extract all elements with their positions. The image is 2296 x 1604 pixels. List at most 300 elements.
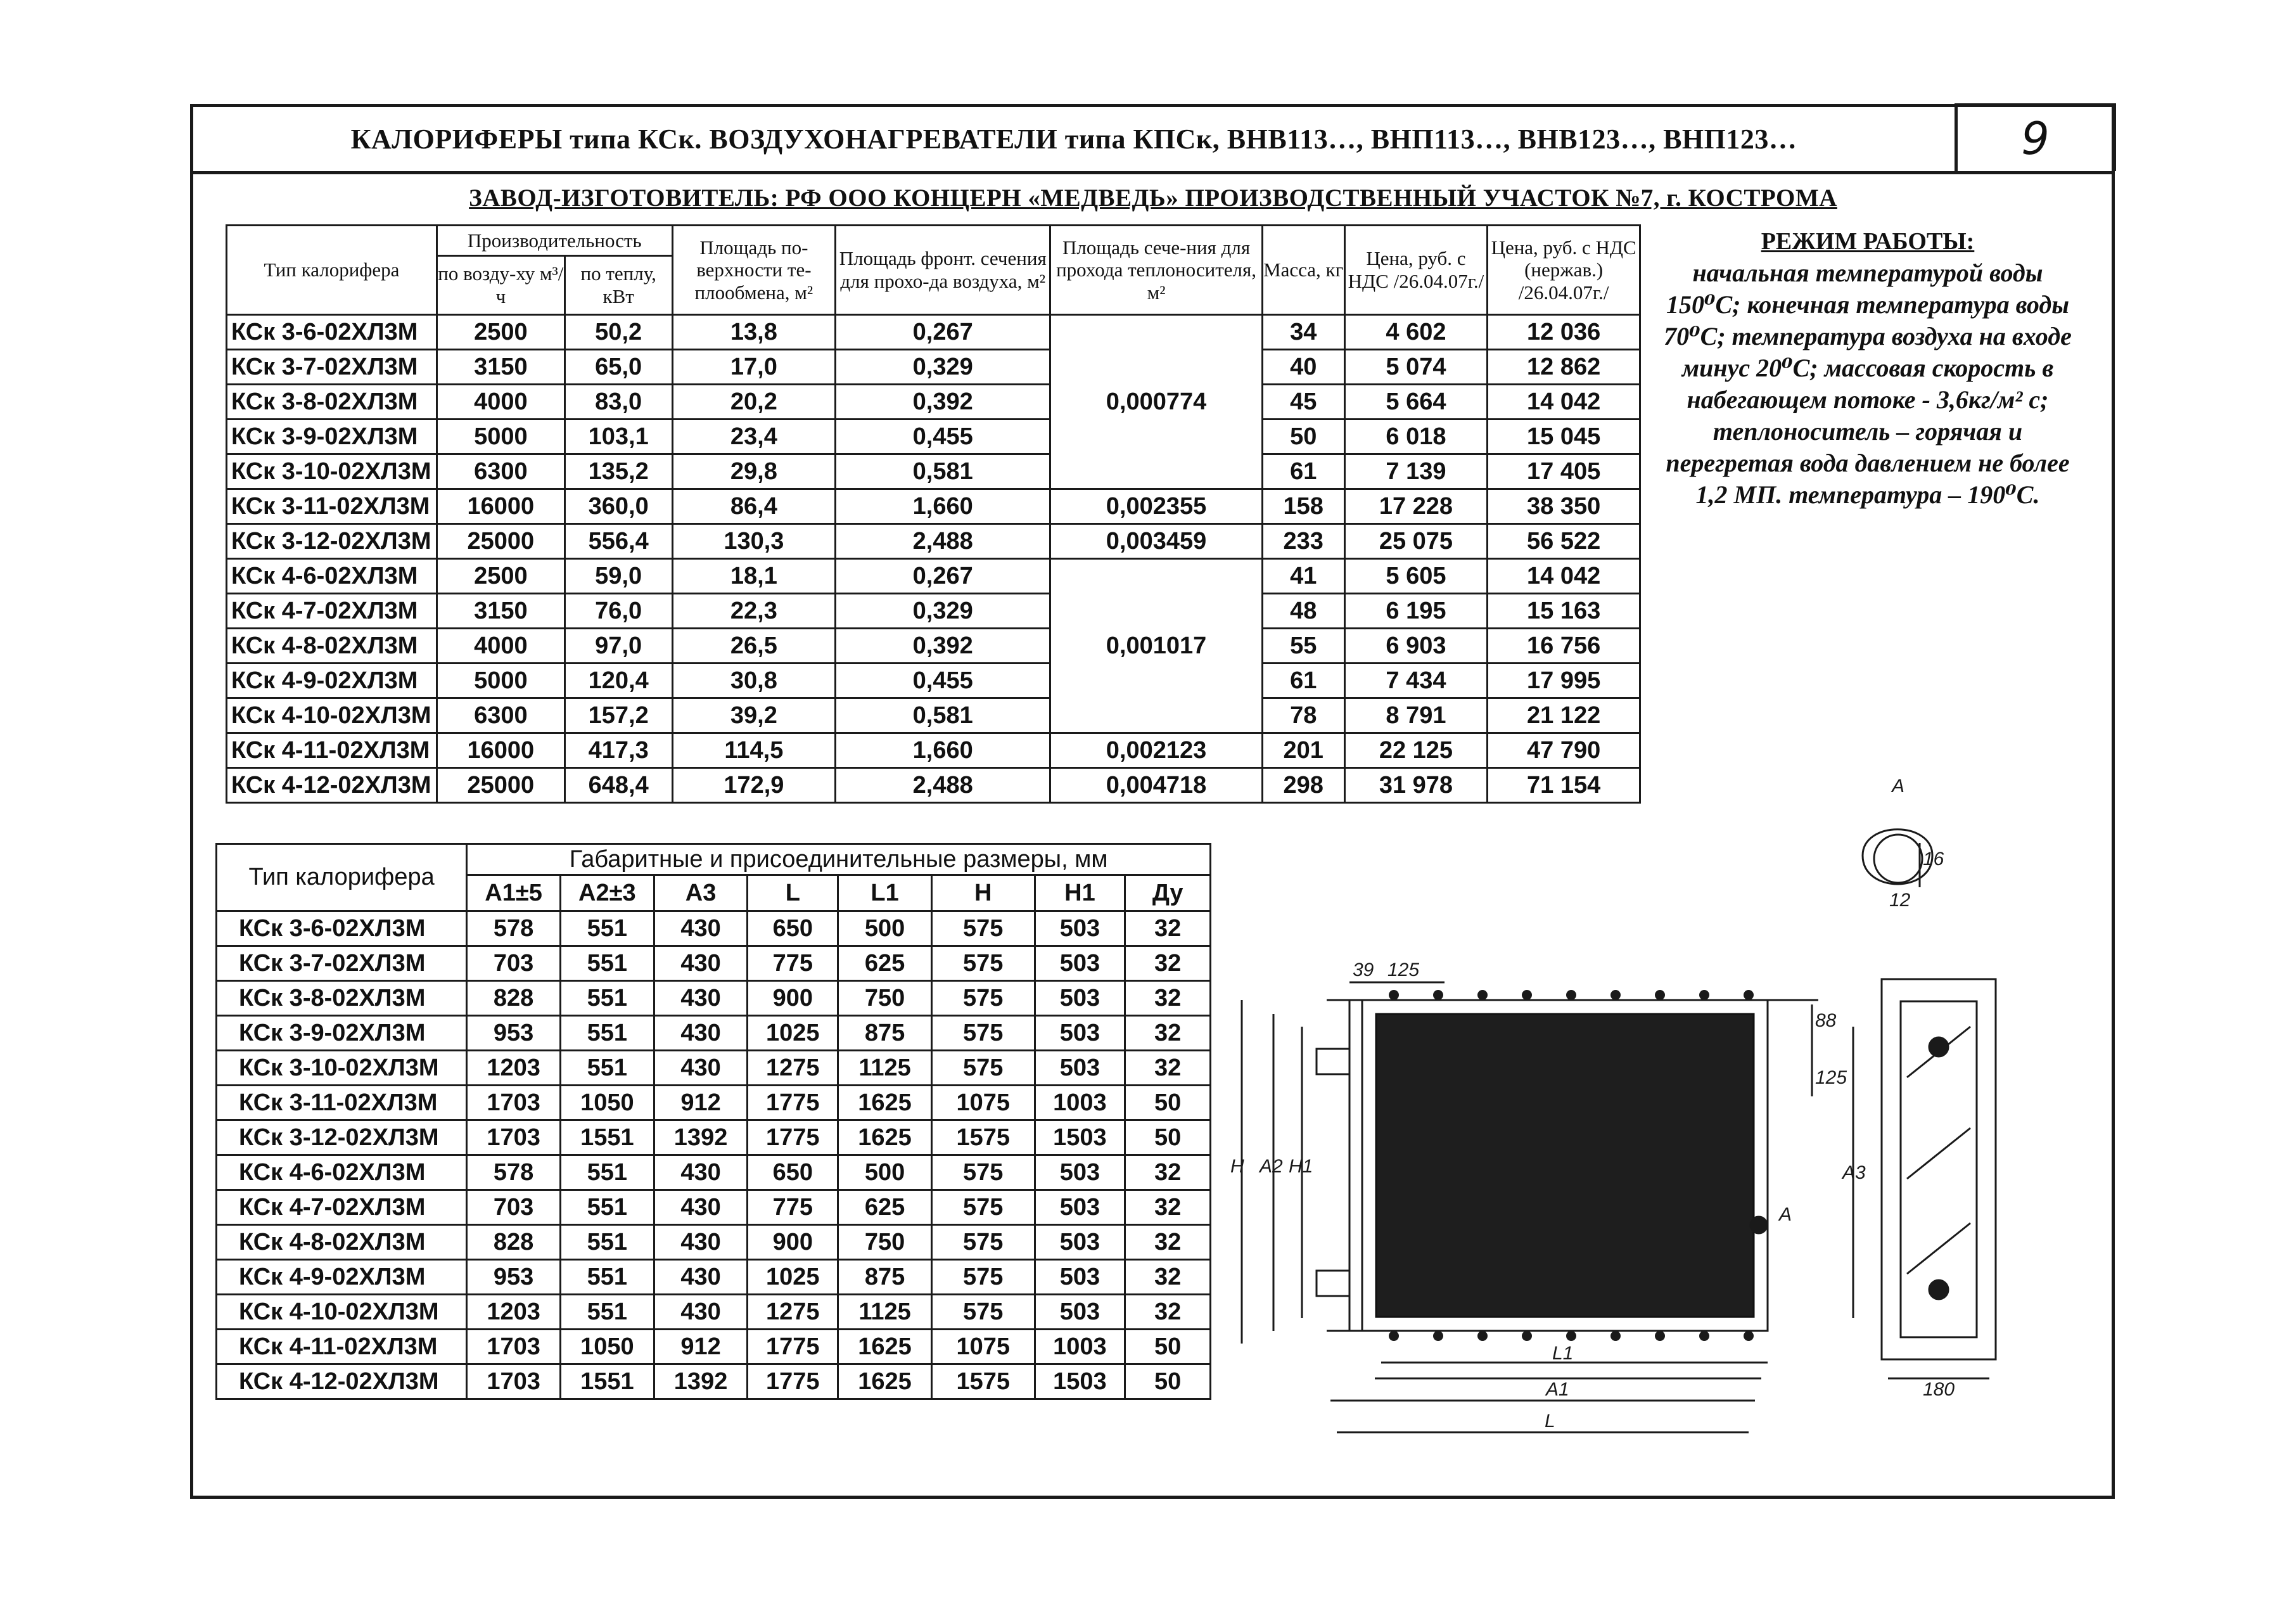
dims-cell-value: 1003 — [1035, 1086, 1125, 1120]
cell-front: 1,660 — [836, 733, 1050, 768]
col-productivity-header: Производительность — [437, 226, 672, 256]
cell-type: КСк 4-10-02ХЛ3М — [227, 698, 437, 733]
col-price-steel-header: Цена, руб. с НДС (нержав.) /26.04.07г./ — [1488, 226, 1640, 315]
cell-front: 0,581 — [836, 454, 1050, 489]
outlet-pipe — [1317, 1271, 1349, 1296]
cell-heat: 83,0 — [564, 385, 672, 420]
dims-cell-value: 1125 — [838, 1051, 932, 1086]
dim-125-top: 125 — [1387, 959, 1420, 980]
dim-a2: A2 — [1260, 1156, 1283, 1177]
dims-cell-value: 32 — [1125, 981, 1211, 1016]
dims-col-header: L1 — [838, 875, 932, 911]
dims-cell-value: 551 — [560, 1190, 654, 1225]
cell-price-steel: 17 995 — [1488, 664, 1640, 698]
dims-cell-value: 650 — [748, 1155, 838, 1190]
dims-cell-value: 1503 — [1035, 1120, 1125, 1155]
dims-table-row — [217, 1330, 1211, 1364]
dims-cell-value: 1392 — [654, 1120, 748, 1155]
cell-price-steel: 71 154 — [1488, 768, 1640, 803]
col-surface-header: Площадь по-верхности те-плообмена, м² — [672, 226, 836, 315]
cell-price: 31 978 — [1344, 768, 1488, 803]
cell-air: 6300 — [437, 698, 564, 733]
dim-12: 12 — [1889, 890, 1911, 911]
cell-surface: 172,9 — [672, 768, 836, 803]
cell-price-steel: 14 042 — [1488, 559, 1640, 594]
cell-price: 8 791 — [1344, 698, 1488, 733]
dims-table-row — [217, 1190, 1211, 1225]
cell-air: 16000 — [437, 489, 564, 524]
cell-air: 3150 — [437, 594, 564, 629]
dims-cell-value: 1625 — [838, 1364, 932, 1399]
dims-cell-value: 32 — [1125, 1016, 1211, 1051]
dims-table-row — [217, 1086, 1211, 1120]
dims-table-row — [217, 1016, 1211, 1051]
cell-price: 5 605 — [1344, 559, 1488, 594]
dims-table-row — [217, 1120, 1211, 1155]
dims-cell-type: КСк 4-8-02ХЛ3М — [217, 1225, 467, 1260]
dims-cell-value: 551 — [560, 1295, 654, 1330]
cell-front: 0,581 — [836, 698, 1050, 733]
dimensions-table — [215, 843, 1211, 1400]
dims-cell-value: 953 — [467, 1016, 561, 1051]
label-a-side: А — [1779, 1204, 1792, 1225]
dims-cell-value: 1275 — [748, 1295, 838, 1330]
dims-cell-value: 32 — [1125, 911, 1211, 946]
cell-price-steel: 47 790 — [1488, 733, 1640, 768]
dims-cell-value: 953 — [467, 1260, 561, 1295]
cell-price: 6 903 — [1344, 629, 1488, 664]
cell-heat: 50,2 — [564, 315, 672, 350]
dims-cell-type: КСк 3-12-02ХЛ3М — [217, 1120, 467, 1155]
dims-cell-value: 578 — [467, 911, 561, 946]
col-heat-header: по теплу, кВт — [564, 256, 672, 315]
dims-cell-value: 1703 — [467, 1086, 561, 1120]
dim-180: 180 — [1923, 1379, 1955, 1400]
cell-air: 2500 — [437, 559, 564, 594]
dims-col-header: L — [748, 875, 838, 911]
cell-type: КСк 3-9-02ХЛ3М — [227, 420, 437, 454]
dims-cell-type: КСк 4-11-02ХЛ3М — [217, 1330, 467, 1364]
cell-air: 3150 — [437, 350, 564, 385]
dims-cell-value: 551 — [560, 1016, 654, 1051]
cell-mass: 78 — [1262, 698, 1344, 733]
cell-price-steel: 16 756 — [1488, 629, 1640, 664]
cell-mass: 158 — [1262, 489, 1344, 524]
dims-cell-value: 503 — [1035, 946, 1125, 981]
cell-price-steel: 15 045 — [1488, 420, 1640, 454]
dims-cell-value: 1125 — [838, 1295, 932, 1330]
detail-a-circle — [1874, 835, 1922, 883]
cell-air: 6300 — [437, 454, 564, 489]
dims-col-header: А2±3 — [560, 875, 654, 911]
dims-cell-value: 551 — [560, 1051, 654, 1086]
dims-cell-value: 625 — [838, 946, 932, 981]
cell-mass: 298 — [1262, 768, 1344, 803]
heater-fin-core — [1376, 1014, 1754, 1317]
cell-front: 0,392 — [836, 629, 1050, 664]
dims-col-header: H1 — [1035, 875, 1125, 911]
price-table-row — [227, 629, 1640, 664]
cell-price: 7 434 — [1344, 664, 1488, 698]
dims-cell-value: 551 — [560, 981, 654, 1016]
dims-cell-value: 503 — [1035, 1155, 1125, 1190]
cell-price: 5 074 — [1344, 350, 1488, 385]
cell-front: 1,660 — [836, 489, 1050, 524]
cell-type: КСк 3-6-02ХЛ3М — [227, 315, 437, 350]
dim-16: 16 — [1923, 849, 1944, 869]
price-table-row — [227, 350, 1640, 385]
cell-air: 25000 — [437, 768, 564, 803]
dims-cell-value: 1575 — [931, 1364, 1035, 1399]
dims-cell-value: 575 — [931, 1016, 1035, 1051]
cell-front: 0,267 — [836, 559, 1050, 594]
price-table-row — [227, 420, 1640, 454]
dims-cell-value: 575 — [931, 946, 1035, 981]
cell-price: 25 075 — [1344, 524, 1488, 559]
dims-cell-value: 551 — [560, 1225, 654, 1260]
dims-table-row — [217, 981, 1211, 1016]
dims-cell-value: 32 — [1125, 1155, 1211, 1190]
dims-cell-value: 625 — [838, 1190, 932, 1225]
dims-cell-value: 500 — [838, 911, 932, 946]
dims-cell-value: 575 — [931, 981, 1035, 1016]
dims-table-row — [217, 911, 1211, 946]
cell-heat: 360,0 — [564, 489, 672, 524]
cell-air: 25000 — [437, 524, 564, 559]
dim-125-side: 125 — [1815, 1067, 1847, 1088]
dims-cell-type: КСк 3-8-02ХЛ3М — [217, 981, 467, 1016]
cell-mass: 50 — [1262, 420, 1344, 454]
heater-side-view — [1882, 979, 1996, 1359]
price-table-row — [227, 385, 1640, 420]
cell-price: 6 018 — [1344, 420, 1488, 454]
dims-table-row — [217, 1295, 1211, 1330]
dims-cell-value: 503 — [1035, 1260, 1125, 1295]
dims-cell-value: 50 — [1125, 1364, 1211, 1399]
dims-cell-value: 430 — [654, 981, 748, 1016]
dims-cell-value: 900 — [748, 1225, 838, 1260]
dims-cell-type: КСк 4-12-02ХЛ3М — [217, 1364, 467, 1399]
cell-price: 7 139 — [1344, 454, 1488, 489]
cell-heat: 648,4 — [564, 768, 672, 803]
cell-section: 0,002355 — [1050, 489, 1262, 524]
dims-cell-value: 430 — [654, 1051, 748, 1086]
price-table-row — [227, 454, 1640, 489]
cell-mass: 201 — [1262, 733, 1344, 768]
dims-cell-value: 430 — [654, 1295, 748, 1330]
dims-cell-value: 575 — [931, 1260, 1035, 1295]
dims-cell-value: 575 — [931, 1051, 1035, 1086]
cell-type: КСк 4-6-02ХЛ3М — [227, 559, 437, 594]
page-title: КАЛОРИФЕРЫ типа КСк. ВОЗДУХОНАГРЕВАТЕЛИ типа КПСк, ВНВ113…, ВНП113…, ВНВ123…, ВНП123… — [350, 124, 1797, 155]
col-type-header: Тип калорифера — [227, 226, 437, 315]
cell-mass: 41 — [1262, 559, 1344, 594]
cell-mass: 233 — [1262, 524, 1344, 559]
cell-surface: 29,8 — [672, 454, 836, 489]
cell-heat: 59,0 — [564, 559, 672, 594]
cell-air: 5000 — [437, 420, 564, 454]
cell-price-steel: 17 405 — [1488, 454, 1640, 489]
col-section-header: Площадь сече-ния для прохода теплоносителя, м² — [1050, 226, 1262, 315]
dims-cell-value: 1050 — [560, 1086, 654, 1120]
dims-cell-value: 1775 — [748, 1364, 838, 1399]
cell-price-steel: 12 862 — [1488, 350, 1640, 385]
dims-cell-value: 32 — [1125, 1295, 1211, 1330]
dims-cell-value: 551 — [560, 1260, 654, 1295]
dims-col-header: А1±5 — [467, 875, 561, 911]
dims-cell-value: 703 — [467, 1190, 561, 1225]
cell-price-steel: 38 350 — [1488, 489, 1640, 524]
cell-mass: 40 — [1262, 350, 1344, 385]
price-table-row — [227, 315, 1640, 350]
cell-type: КСк 3-12-02ХЛ3М — [227, 524, 437, 559]
cell-surface: 13,8 — [672, 315, 836, 350]
dims-cell-value: 32 — [1125, 946, 1211, 981]
dims-cell-value: 1203 — [467, 1295, 561, 1330]
dims-cell-value: 503 — [1035, 981, 1125, 1016]
dims-cell-type: КСк 3-6-02ХЛ3М — [217, 911, 467, 946]
cell-surface: 130,3 — [672, 524, 836, 559]
dims-cell-value: 750 — [838, 1225, 932, 1260]
heater-drawing — [1223, 760, 2122, 1445]
dims-cell-value: 1075 — [931, 1330, 1035, 1364]
price-table — [226, 224, 1641, 804]
cell-price: 5 664 — [1344, 385, 1488, 420]
cell-mass: 55 — [1262, 629, 1344, 664]
dims-cell-value: 551 — [560, 946, 654, 981]
dims-cell-value: 900 — [748, 981, 838, 1016]
dims-cell-value: 1551 — [560, 1120, 654, 1155]
dims-cell-value: 430 — [654, 1225, 748, 1260]
cell-type: КСк 4-11-02ХЛ3М — [227, 733, 437, 768]
dims-cell-value: 503 — [1035, 1295, 1125, 1330]
dim-l: L — [1545, 1411, 1555, 1432]
cell-air: 2500 — [437, 315, 564, 350]
price-table-row — [227, 698, 1640, 733]
dims-cell-value: 430 — [654, 1190, 748, 1225]
dims-cell-type: КСк 4-6-02ХЛ3М — [217, 1155, 467, 1190]
dims-cell-value: 703 — [467, 946, 561, 981]
cell-front: 0,455 — [836, 664, 1050, 698]
cell-surface: 30,8 — [672, 664, 836, 698]
cell-surface: 17,0 — [672, 350, 836, 385]
dim-l1: L1 — [1552, 1343, 1574, 1364]
heater-left-flange — [1349, 1000, 1362, 1331]
dims-cell-value: 1703 — [467, 1330, 561, 1364]
dims-group-header: Габаритные и присоединительные размеры, мм — [467, 844, 1211, 875]
cell-price-steel: 14 042 — [1488, 385, 1640, 420]
dims-cell-value: 430 — [654, 1155, 748, 1190]
cell-front: 0,455 — [836, 420, 1050, 454]
dims-cell-value: 1503 — [1035, 1364, 1125, 1399]
dims-table-row — [217, 1051, 1211, 1086]
cell-section: 0,000774 — [1050, 315, 1262, 489]
dims-cell-value: 430 — [654, 1260, 748, 1295]
cell-front: 0,267 — [836, 315, 1050, 350]
cell-type: КСк 3-10-02ХЛ3М — [227, 454, 437, 489]
dims-cell-type: КСк 3-11-02ХЛ3М — [217, 1086, 467, 1120]
dims-cell-value: 1575 — [931, 1120, 1035, 1155]
dims-cell-value: 430 — [654, 946, 748, 981]
dims-cell-value: 875 — [838, 1260, 932, 1295]
cell-price: 17 228 — [1344, 489, 1488, 524]
price-table-row — [227, 559, 1640, 594]
col-mass-header: Масса, кг — [1262, 226, 1344, 315]
dims-cell-value: 503 — [1035, 1190, 1125, 1225]
col-price-header: Цена, руб. с НДС /26.04.07г./ — [1344, 226, 1488, 315]
cell-surface: 23,4 — [672, 420, 836, 454]
dims-cell-value: 1775 — [748, 1086, 838, 1120]
cell-type: КСк 3-8-02ХЛ3М — [227, 385, 437, 420]
cell-air: 16000 — [437, 733, 564, 768]
dims-cell-value: 503 — [1035, 1051, 1125, 1086]
dims-cell-type: КСк 4-7-02ХЛ3М — [217, 1190, 467, 1225]
cell-section: 0,003459 — [1050, 524, 1262, 559]
dim-a1: A1 — [1546, 1379, 1569, 1400]
cell-mass: 34 — [1262, 315, 1344, 350]
manufacturer-line: ЗАВОД-ИЗГОТОВИТЕЛЬ: РФ ООО КОНЦЕРН «МЕДВЕДЬ» ПРОИЗВОДСТВЕННЫЙ УЧАСТОК №7, г. КОСТРОМА — [469, 184, 1837, 212]
dims-cell-value: 1625 — [838, 1086, 932, 1120]
dims-cell-value: 551 — [560, 911, 654, 946]
dims-cell-value: 1625 — [838, 1330, 932, 1364]
cell-heat: 157,2 — [564, 698, 672, 733]
dims-cell-type: КСк 3-10-02ХЛ3М — [217, 1051, 467, 1086]
operating-mode-text: начальная температурой воды 150⁰С; конечная температура воды 70⁰С; температура воздуха на входе минус 20⁰С; массовая скорость в набегающем потоке - 3,6кг/м² с; теплоноситель – горячая и перегретая вода давлением не более 1,2 МП. температура – 190⁰С. — [1664, 259, 2072, 509]
dims-cell-value: 503 — [1035, 1016, 1125, 1051]
cell-section: 0,001017 — [1050, 559, 1262, 733]
col-air-header: по возду-ху м³/ч — [437, 256, 564, 315]
dims-cell-value: 575 — [931, 911, 1035, 946]
dims-table-row — [217, 946, 1211, 981]
price-table-row — [227, 664, 1640, 698]
cell-heat: 417,3 — [564, 733, 672, 768]
cell-front: 0,392 — [836, 385, 1050, 420]
dim-h: H — [1230, 1156, 1244, 1177]
dims-col-header: Ду — [1125, 875, 1211, 911]
cell-air: 5000 — [437, 664, 564, 698]
cell-type: КСк 3-11-02ХЛ3М — [227, 489, 437, 524]
page-number: 9 — [1955, 103, 2116, 171]
cell-mass: 61 — [1262, 664, 1344, 698]
dims-cell-value: 50 — [1125, 1086, 1211, 1120]
dims-cell-value: 1025 — [748, 1016, 838, 1051]
dims-cell-value: 828 — [467, 981, 561, 1016]
dims-cell-value: 1392 — [654, 1364, 748, 1399]
dims-cell-value: 1703 — [467, 1120, 561, 1155]
dims-cell-value: 50 — [1125, 1120, 1211, 1155]
cell-surface: 26,5 — [672, 629, 836, 664]
dims-cell-value: 32 — [1125, 1260, 1211, 1295]
dims-cell-value: 1703 — [467, 1364, 561, 1399]
dims-cell-value: 500 — [838, 1155, 932, 1190]
cell-mass: 45 — [1262, 385, 1344, 420]
cell-heat: 103,1 — [564, 420, 672, 454]
cell-surface: 114,5 — [672, 733, 836, 768]
cell-heat: 65,0 — [564, 350, 672, 385]
cell-section: 0,004718 — [1050, 768, 1262, 803]
operating-mode-title: РЕЖИМ РАБОТЫ: — [1761, 228, 1975, 255]
price-table-row — [227, 489, 1640, 524]
cell-type: КСк 4-7-02ХЛ3М — [227, 594, 437, 629]
cell-front: 0,329 — [836, 350, 1050, 385]
cell-front: 0,329 — [836, 594, 1050, 629]
dims-cell-value: 775 — [748, 1190, 838, 1225]
dims-cell-value: 1625 — [838, 1120, 932, 1155]
dims-table-row — [217, 1155, 1211, 1190]
cell-price-steel: 21 122 — [1488, 698, 1640, 733]
dims-table-row — [217, 1260, 1211, 1295]
dims-cell-value: 575 — [931, 1190, 1035, 1225]
dims-cell-value: 1025 — [748, 1260, 838, 1295]
cell-surface: 18,1 — [672, 559, 836, 594]
col-front-header: Площадь фронт. сечения для прохо-да воздуха, м² — [836, 226, 1050, 315]
dims-cell-value: 1203 — [467, 1051, 561, 1086]
cell-mass: 61 — [1262, 454, 1344, 489]
dims-cell-value: 503 — [1035, 1225, 1125, 1260]
dims-cell-value: 32 — [1125, 1225, 1211, 1260]
cell-type: КСк 4-8-02ХЛ3М — [227, 629, 437, 664]
cell-heat: 135,2 — [564, 454, 672, 489]
cell-heat: 76,0 — [564, 594, 672, 629]
dims-col-header: H — [931, 875, 1035, 911]
dims-type-header: Тип калорифера — [217, 844, 467, 911]
cell-surface: 86,4 — [672, 489, 836, 524]
dims-cell-value: 430 — [654, 1016, 748, 1051]
header-row — [193, 107, 2112, 174]
dims-cell-value: 578 — [467, 1155, 561, 1190]
dims-cell-type: КСк 3-9-02ХЛ3М — [217, 1016, 467, 1051]
dims-cell-type: КСк 4-10-02ХЛ3М — [217, 1295, 467, 1330]
cell-surface: 20,2 — [672, 385, 836, 420]
dims-cell-value: 1775 — [748, 1330, 838, 1364]
dims-cell-value: 430 — [654, 911, 748, 946]
dims-cell-value: 1551 — [560, 1364, 654, 1399]
dims-cell-value: 1275 — [748, 1051, 838, 1086]
cell-surface: 22,3 — [672, 594, 836, 629]
dims-cell-value: 575 — [931, 1155, 1035, 1190]
cell-type: КСк 3-7-02ХЛ3М — [227, 350, 437, 385]
dims-cell-value: 1003 — [1035, 1330, 1125, 1364]
dims-cell-type: КСк 4-9-02ХЛ3М — [217, 1260, 467, 1295]
cell-price: 6 195 — [1344, 594, 1488, 629]
dims-cell-value: 912 — [654, 1330, 748, 1364]
dims-cell-value: 1050 — [560, 1330, 654, 1364]
dims-col-header: А3 — [654, 875, 748, 911]
cell-price: 22 125 — [1344, 733, 1488, 768]
cell-air: 4000 — [437, 629, 564, 664]
cell-front: 2,488 — [836, 524, 1050, 559]
cell-price-steel: 15 163 — [1488, 594, 1640, 629]
cell-surface: 39,2 — [672, 698, 836, 733]
dims-cell-value: 875 — [838, 1016, 932, 1051]
dims-cell-value: 1075 — [931, 1086, 1035, 1120]
inlet-pipe — [1317, 1049, 1349, 1074]
dims-cell-value: 575 — [931, 1225, 1035, 1260]
dims-cell-value: 32 — [1125, 1051, 1211, 1086]
dims-cell-value: 32 — [1125, 1190, 1211, 1225]
cell-front: 2,488 — [836, 768, 1050, 803]
dims-table-row — [217, 1225, 1211, 1260]
cell-section: 0,002123 — [1050, 733, 1262, 768]
cell-mass: 48 — [1262, 594, 1344, 629]
cell-air: 4000 — [437, 385, 564, 420]
price-table-row — [227, 524, 1640, 559]
dims-cell-type: КСк 3-7-02ХЛ3М — [217, 946, 467, 981]
cell-price: 4 602 — [1344, 315, 1488, 350]
dims-cell-value: 775 — [748, 946, 838, 981]
dims-cell-value: 828 — [467, 1225, 561, 1260]
dim-h1: H1 — [1289, 1156, 1313, 1177]
